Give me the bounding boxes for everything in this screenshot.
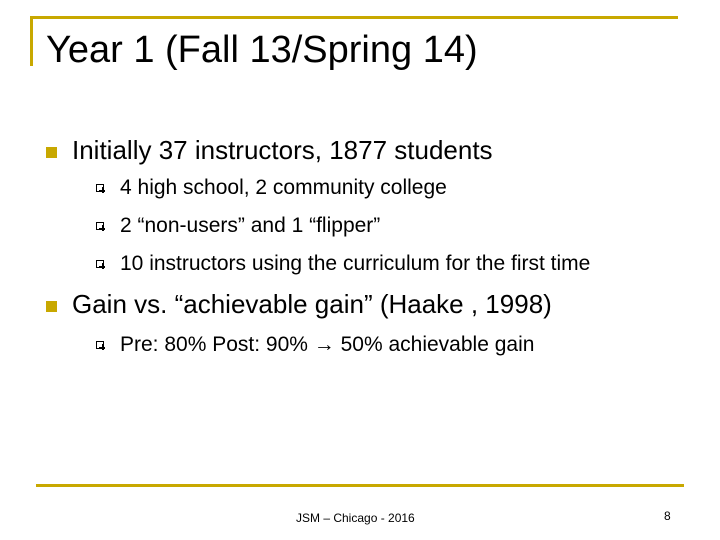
sub-bullet-text: Pre: 80% Post: 90% → 50% achievable gain — [120, 333, 535, 356]
square-bullet-icon — [46, 301, 57, 312]
top-frame-line — [30, 16, 678, 19]
sub-bullet-text: 4 high school, 2 community college — [120, 176, 447, 199]
bullet-text: Initially 37 instructors, 1877 students — [72, 135, 493, 165]
sub-bullet-text: 10 instructors using the curriculum for the first time — [120, 252, 591, 275]
page-number: 8 — [664, 509, 671, 523]
bottom-frame-line — [36, 484, 684, 487]
checkbox-bullet-icon — [96, 341, 104, 349]
slide-title: Year 1 (Fall 13/Spring 14) — [46, 29, 478, 71]
footer-text: JSM – Chicago - 2016 — [296, 511, 415, 525]
checkbox-bullet-icon — [96, 222, 104, 230]
sub-bullet-text: 2 “non-users” and 1 “flipper” — [120, 214, 381, 237]
bullet-text: Gain vs. “achievable gain” (Haake , 1998) — [72, 289, 552, 319]
checkbox-bullet-icon — [96, 260, 104, 268]
square-bullet-icon — [46, 147, 57, 158]
left-frame-line — [30, 16, 33, 66]
checkbox-bullet-icon — [96, 184, 104, 192]
